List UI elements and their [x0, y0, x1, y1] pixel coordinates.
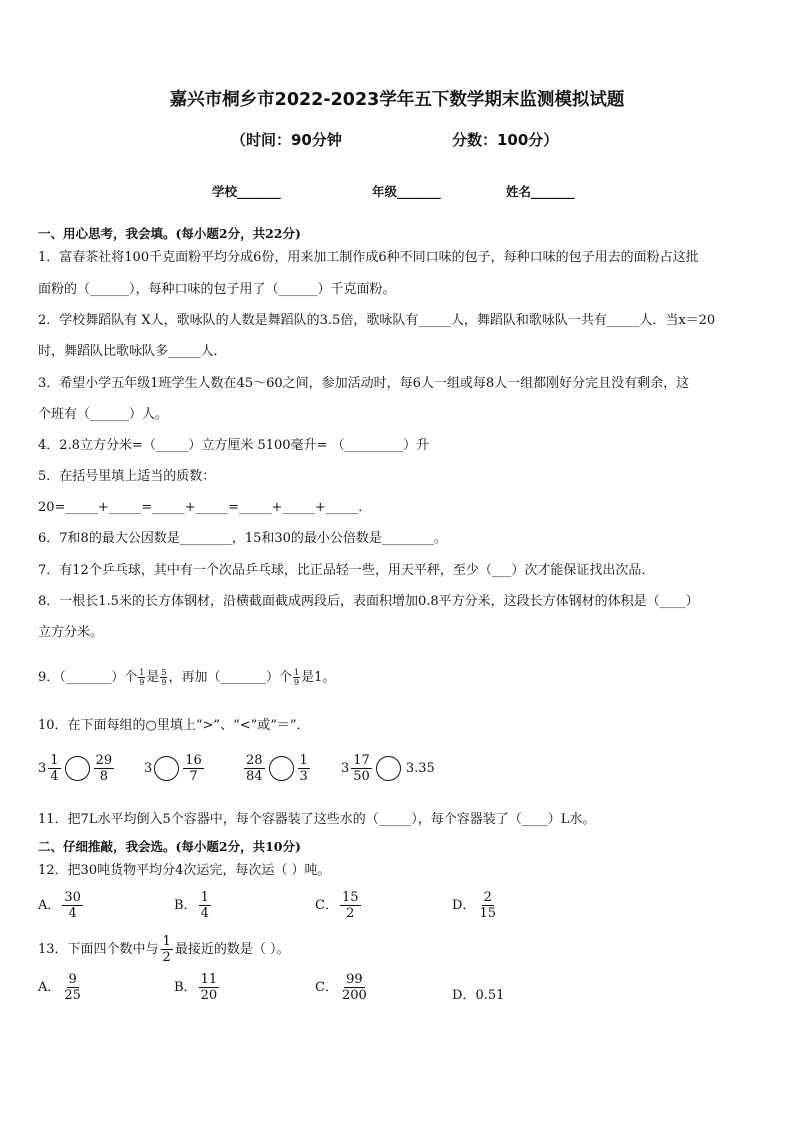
fraction: $\frac{29}{8}$	[95, 753, 113, 784]
question-2-line-1: 2．学校舞蹈队有 X人，歌咏队的人数是舞蹈队的3.5倍，歌咏队有_____人，舞蹈队和歌咏队一共有_____人．当x＝20	[38, 313, 716, 328]
fraction: $\frac{1}{3}$	[299, 753, 308, 784]
option-c[interactable]: C． $\frac{15}{2}$	[315, 890, 359, 921]
compare-circle[interactable]	[376, 756, 401, 781]
question-2-line-2: 时，舞蹈队比歌咏队多_____人．	[38, 344, 227, 359]
fraction: $\frac{30}{4}$	[64, 890, 81, 921]
fraction: $\frac{15}{2}$	[341, 890, 359, 921]
grade-field: 年级_______	[372, 184, 441, 199]
question-5-line-2: 20=_____+_____=_____+_____=_____+_____+_____．	[38, 500, 372, 515]
fraction: $\frac{1}{9}$	[294, 668, 300, 687]
question-7: 7．有12个乒乓球，其中有一个次品乒乓球，比正品轻一些，用天平秤，至少（___）次才能保证找出次品．	[38, 563, 655, 578]
question-1-line-1: 1．富春茶社将100千克面粉平均分成6份，用来加工制作成6种不同口味的包子，每种口味的包子用去的面粉占这批	[38, 250, 699, 265]
question-1-line-2: 面粉的（______），每种口味的包子用了（______）千克面粉。	[38, 282, 396, 297]
fraction: $\frac{28}{84}$	[246, 753, 263, 784]
option-d[interactable]: D．0.51	[452, 988, 505, 1003]
compare-circle[interactable]	[154, 756, 179, 781]
question-9: 9．（_______）个 $\frac{1}{9}$ 是 $\frac{5}{9}$ ，再加（_______）个 $\frac{1}{9}$ 是1。	[38, 668, 336, 687]
name-field: 姓名_______	[506, 184, 575, 199]
exam-time: （时间：90分钟	[231, 131, 342, 149]
question-8-line-1: 8．一根长1.5米的长方体钢材，沿横截面截成两段后，表面积增加0.8平方分米，这段长方体钢材的体积是（____）	[38, 594, 699, 609]
option-a[interactable]: A． $\frac{9}{25}$	[38, 972, 81, 1003]
question-3-line-2: 个班有（______）人。	[38, 407, 169, 422]
school-field: 学校_______	[212, 184, 281, 199]
compare-group-3	[242, 753, 312, 784]
option-a[interactable]: A． $\frac{30}{4}$	[38, 890, 81, 921]
question-8-line-2: 立方分米。	[38, 625, 104, 640]
compare-group-4: 3 $\frac{17}{50}$ 3.35	[341, 753, 435, 784]
question-5-line-1: 5．在括号里填上适当的质数：	[38, 469, 216, 484]
question-13: 13．下面四个数中与 $\frac{1}{2}$ 最接近的数是（ ）。	[38, 934, 290, 965]
option-d[interactable]: D． $\frac{2}{15}$	[452, 890, 496, 921]
fraction: $\frac{1}{4}$	[200, 890, 209, 921]
question-6: 6．7和8的最大公因数是________，15和30的最小公倍数是________。	[38, 531, 447, 546]
fraction: $\frac{1}{9}$	[139, 668, 145, 687]
question-10: 10．在下面每组的○里填上“>”、“<”或“＝”．	[38, 718, 310, 733]
compare-group-2: 3 $\frac{16}{7}$	[144, 753, 202, 784]
question-4: 4．2.8立方分米=（_____）立方厘米 5100毫升= （_________）升	[38, 438, 430, 453]
fraction: $\frac{1}{2}$	[162, 934, 171, 965]
page-title: 嘉兴市桐乡市2022-2023学年五下数学期末监测模拟试题	[169, 90, 625, 110]
fraction: $\frac{16}{7}$	[185, 753, 202, 784]
exam-score: 分数：100分）	[452, 131, 559, 149]
fraction: $\frac{9}{25}$	[64, 972, 81, 1003]
question-3-line-1: 3．希望小学五年级1班学生人数在45～60之间，参加活动时，每6人一组或每8人一组都刚好分完且没有剩余，这	[38, 376, 690, 391]
option-c[interactable]: C． $\frac{99}{200}$	[315, 972, 367, 1003]
compare-circle[interactable]	[65, 756, 90, 781]
question-12: 12．把30吨货物平均分4次运完，每次运（ ）吨。	[38, 863, 331, 878]
section-heading: 二、仔细推敲，我会选。(每小题2分，共10分)	[38, 839, 301, 854]
fraction: $\frac{5}{9}$	[161, 668, 167, 687]
fraction: $\frac{99}{200}$	[341, 972, 367, 1003]
section-heading: 一、用心思考，我会填。(每小题2分，共22分)	[38, 226, 301, 241]
option-b[interactable]: B． $\frac{11}{20}$	[174, 972, 218, 1003]
compare-circle[interactable]	[269, 756, 294, 781]
fraction: $\frac{2}{15}$	[479, 890, 496, 921]
fraction: $\frac{1}{4}$	[50, 753, 59, 784]
fraction: $\frac{11}{20}$	[200, 972, 218, 1003]
fraction: $\frac{17}{50}$	[353, 753, 370, 784]
question-11: 11．把7L水平均倒入5个容器中，每个容器装了这些水的（_____），每个容器装了（____）L水。	[38, 812, 596, 827]
option-b[interactable]: B． $\frac{1}{4}$	[174, 890, 209, 921]
compare-group-1: 3 $\frac{1}{4}$ $\frac{29}{8}$	[38, 753, 113, 784]
